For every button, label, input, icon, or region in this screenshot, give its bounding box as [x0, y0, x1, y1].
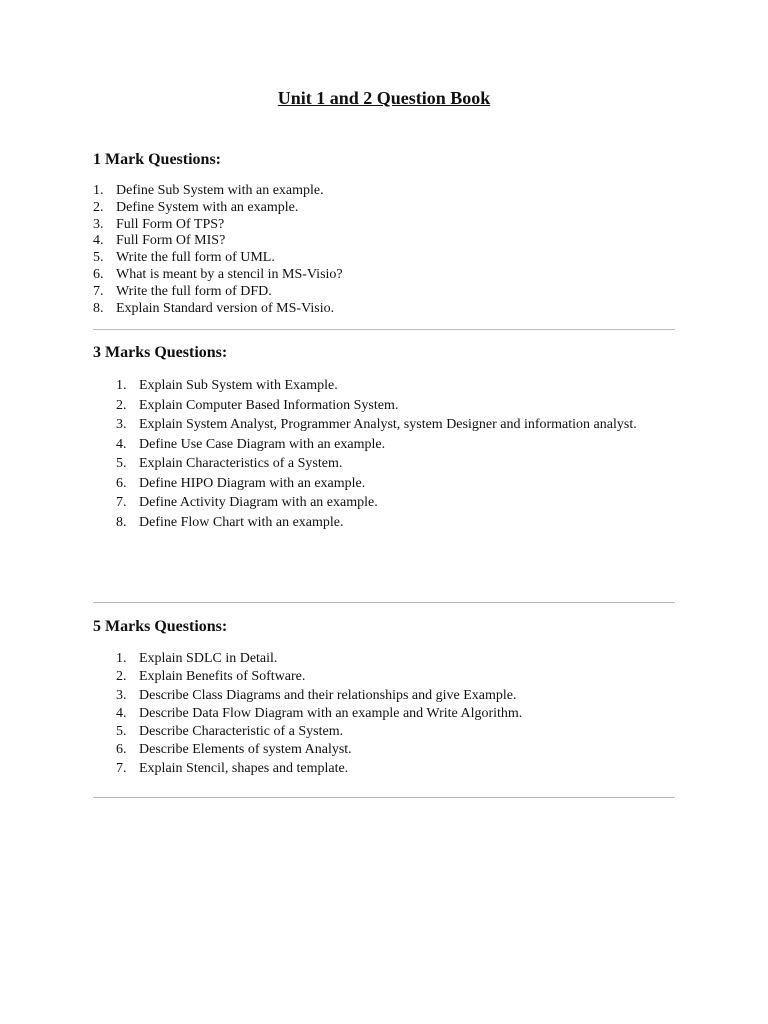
list-item: 2. Explain Benefits of Software.	[116, 669, 306, 685]
list-item: 3. Full Form Of TPS?	[93, 216, 225, 232]
list-item: 1. Define Sub System with an example.	[93, 183, 324, 198]
section-heading-1-mark: 1 Mark Questions:	[93, 151, 221, 168]
section-heading-3-marks: 3 Marks Questions:	[93, 344, 228, 361]
page-title: Unit 1 and 2 Question Book	[277, 88, 491, 108]
list-item: 2. Explain Computer Based Information System.	[116, 397, 399, 413]
list-item: 1. Explain Sub System with Example.	[116, 378, 338, 393]
list-item: 5. Explain Characteristics of a System.	[116, 456, 343, 471]
list-item: 7. Define Activity Diagram with an example.	[116, 495, 378, 510]
section-divider	[93, 797, 675, 798]
section-heading-5-marks: 5 Marks Questions:	[93, 618, 228, 635]
list-item: 5. Describe Characteristic of a System.	[116, 724, 344, 740]
list-item: 6. Describe Elements of system Analyst.	[116, 742, 352, 758]
list-item: 7. Explain Stencil, shapes and template.	[116, 760, 349, 776]
section-divider	[93, 329, 675, 330]
list-item: 1. Explain SDLC in Detail.	[116, 651, 278, 666]
list-item: 5. Write the full form of UML.	[93, 250, 275, 266]
question-list-1-mark	[93, 183, 343, 317]
question-list-5-marks	[116, 650, 522, 778]
list-item: 6. Define HIPO Diagram with an example.	[116, 475, 366, 491]
list-item: 3. Describe Class Diagrams and their relationships and give Example.	[116, 687, 517, 703]
list-item: 8. Define Flow Chart with an example.	[116, 514, 344, 530]
question-list-3-marks	[116, 376, 647, 532]
section-divider	[93, 602, 675, 603]
list-item: 4. Define Use Case Diagram with an example.	[116, 436, 386, 452]
list-item: 6. What is meant by a stencil in MS-Visio?	[93, 266, 343, 282]
list-item: 4. Full Form Of MIS?	[93, 233, 226, 249]
list-item: 3. Explain System Analyst, Programmer Analyst, system Designer and information analyst.	[116, 417, 637, 432]
list-item: 8. Explain Standard version of MS-Visio.	[93, 300, 335, 316]
list-item: 2. Define System with an example.	[93, 199, 299, 215]
list-item: 4. Describe Data Flow Diagram with an example and Write Algorithm.	[116, 705, 523, 721]
list-item: 7. Write the full form of DFD.	[93, 283, 272, 299]
